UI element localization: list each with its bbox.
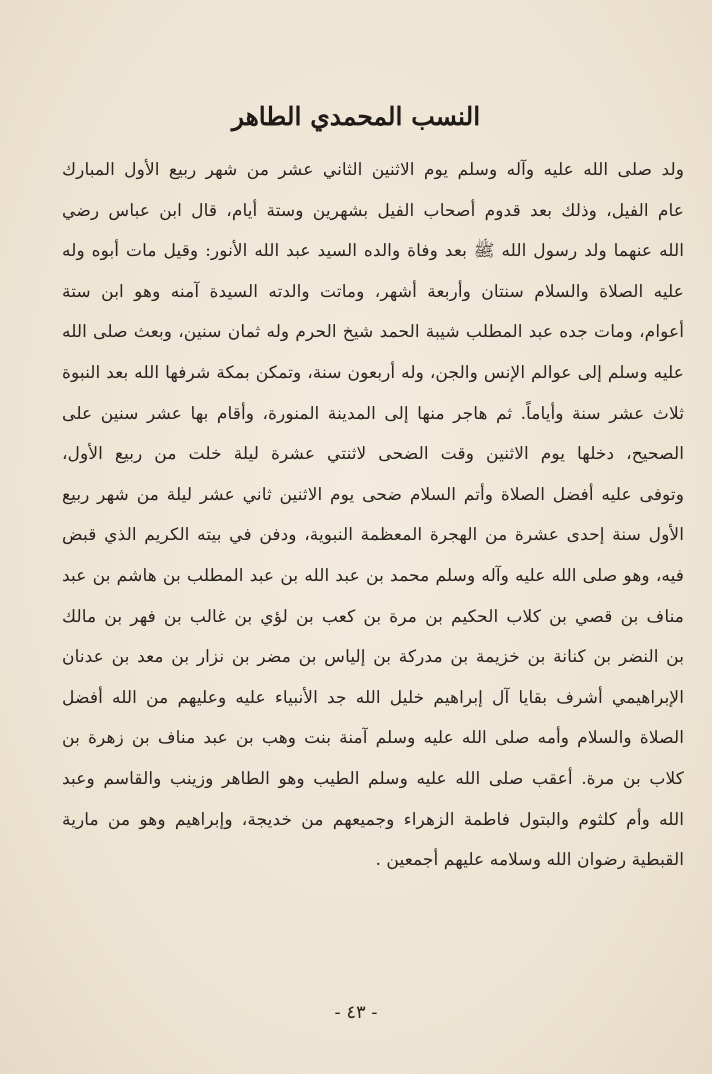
text-line: مناف بن قصي بن كلاب الحكيم بن مرة بن كعب بن لؤي بن غالب بن فهر بن مالك (62, 606, 684, 627)
chapter-title: النسب المحمدي الطاهر (231, 102, 481, 131)
text-line: الله عنهما ولد رسول الله ﷺ بعد وفاة والده السيد عبد الله الأنور: وقيل مات أبوه وله (62, 241, 684, 262)
text-line: القبطية رضوان الله وسلامه عليهم أجمعين . (375, 850, 684, 871)
text-line: ثلاث عشر سنة وأياماً. ثم هاجر منها إلى المدينة المنورة، وأقام بها عشر سنين على (62, 403, 684, 424)
page-number: - ٤٣ - (334, 1002, 378, 1023)
text-line: الله وأم كلثوم والبتول فاطمة الزهراء وجميعهم من خديجة، وإبراهيم وهو من مارية (62, 809, 684, 830)
text-line: الأول سنة إحدى عشرة من الهجرة المعظمة النبوية، ودفن في بيته الكريم الذي قبض (62, 525, 684, 546)
body-text (62, 150, 684, 881)
text-line: فيه، وهو صلى الله عليه وآله وسلم محمد بن عبد الله بن عبد المطلب بن هاشم بن عبد (62, 565, 684, 586)
text-line: وتوفى عليه أفضل الصلاة وأتم السلام ضحى يوم الاثنين ثاني عشر ليلة من شهر ربيع (62, 484, 684, 505)
text-line: ولد صلى الله عليه وآله وسلم يوم الاثنين الثاني عشر من شهر ربيع الأول المبارك (62, 160, 684, 180)
text-line: عام الفيل، وذلك بعد قدوم أصحاب الفيل بشهرين وستة أيام، قال ابن عباس رضي (62, 200, 684, 221)
text-line: عليه وسلم إلى عوالم الإنس والجن، وله أربعون سنة، وتمكن بمكة شرفها الله بعد النبوة (62, 362, 684, 383)
text-line: أعوام، ومات جده عبد المطلب شيبة الحمد شيخ الحرم وله ثمان سنين، وبعث صلى الله (62, 322, 684, 343)
text-line: الصلاة والسلام وأمه صلى الله عليه وسلم آمنة بنت وهب بن عبد مناف بن زهرة بن (62, 728, 684, 749)
text-line: كلاب بن مرة. أعقب صلى الله عليه وسلم الطيب وهو الطاهر وزينب والقاسم وعبد (62, 768, 684, 789)
text-line: بن النضر بن كنانة بن خزيمة بن مدركة بن إلياس بن مضر بن نزار بن معد بن عدنان (62, 647, 684, 668)
text-line: الإبراهيمي أشرف بقايا آل إبراهيم خليل الله جد الأنبياء عليه وعليهم من الله أفضل (62, 687, 684, 708)
text-line: عليه الصلاة والسلام سنتان وأربعة أشهر، وماتت والدته السيدة آمنه وهو ابن ستة (62, 281, 684, 302)
text-line: الصحيح، دخلها يوم الاثنين وقت الضحى لاثنتي عشرة ليلة خلت من ربيع الأول، (62, 444, 684, 465)
